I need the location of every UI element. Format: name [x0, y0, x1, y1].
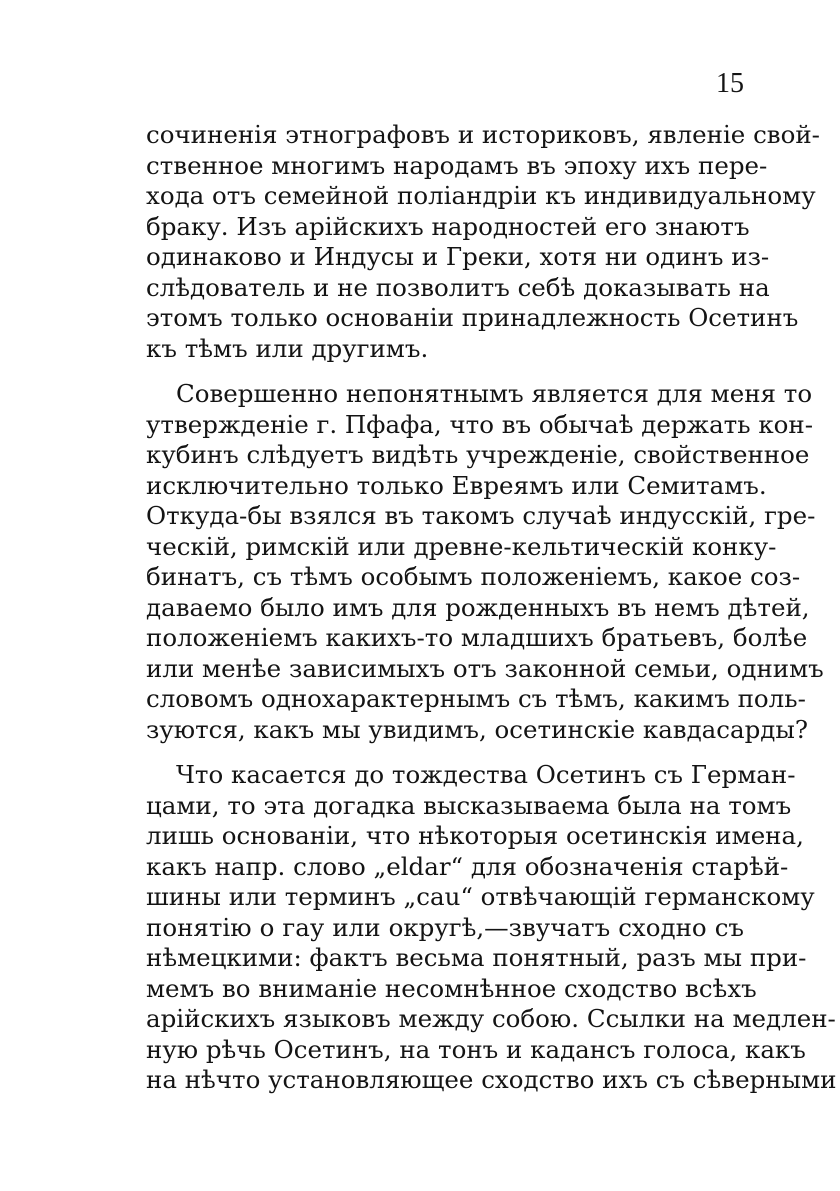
paragraph: [146, 760, 837, 1096]
text-line: цами, то эта догадка высказываема была на томъ: [146, 790, 792, 820]
text-line: лишь основаніи, что нѣкоторыя осетинскія имена,: [146, 821, 804, 850]
text-line: словомъ однохарактернымъ съ тѣмъ, какимъ поль-: [146, 684, 806, 713]
paragraph: [146, 120, 820, 364]
paragraph-gap: [146, 364, 744, 379]
text-line: кубинъ слѣдуетъ видѣть учрежденіе, свойственное: [146, 440, 810, 469]
page-number: 15: [716, 68, 744, 99]
text-line: ственное многимъ народамъ въ эпоху ихъ пере-: [146, 150, 768, 180]
text-line: какъ напр. слово „eldar“ для обозначенія старѣй-: [146, 851, 789, 881]
text-line: слѣдователь и не позволитъ себѣ доказывать на: [146, 272, 770, 302]
text-line: ческій, римскій или древне-кельтическій конку-: [146, 531, 777, 561]
text-line: или менѣе зависимыхъ отъ законной семьи, однимъ: [146, 653, 824, 683]
text-line: нѣмецкими: фактъ весьма понятный, разъ мы при-: [146, 943, 807, 972]
text-line: Совершенно непонятнымъ является для меня то: [176, 379, 813, 408]
text-line: шины или терминъ „cau“ отвѣчающій германскому: [146, 882, 815, 911]
text-line: арійскихъ языковъ между собою. Ссылки на медлен-: [146, 1004, 836, 1033]
text-line: Откуда-бы взялся въ такомъ случаѣ индусскій, гре-: [146, 501, 816, 530]
text-line: хода отъ семейной поліандріи къ индивидуальному: [146, 181, 816, 210]
paragraph-gap: [146, 745, 744, 760]
text-line: даваемо было имъ для рожденныхъ въ немъ дѣтей,: [146, 592, 810, 622]
text-line: зуются, какъ мы увидимъ, осетинскіе кавдасарды?: [146, 714, 809, 744]
text-line: утвержденіе г. Пфафа, что въ обычаѣ держать кон-: [146, 409, 814, 439]
text-line: ную рѣчь Осетинъ, на тонъ и кадансъ голоса, какъ: [146, 1034, 806, 1064]
body-text: [146, 120, 837, 1096]
text-line: понятію о гау или округѣ,—звучатъ сходно съ: [146, 912, 744, 942]
text-line: одинаково и Индусы и Греки, хотя ни одинъ из-: [146, 242, 770, 271]
text-line: на нѣчто установляющее сходство ихъ съ сѣверными: [146, 1065, 837, 1094]
text-line: Что касается до тождества Осетинъ съ Герман-: [176, 760, 796, 789]
text-line: мемъ во вниманіе несомнѣнное сходство всѣхъ: [146, 973, 757, 1003]
text-line: сочиненія этнографовъ и историковъ, явленіе свой-: [146, 120, 820, 149]
text-line: исключительно только Евреямъ или Семитамъ.: [146, 470, 767, 500]
text-line: положеніемъ какихъ-то младшихъ братьевъ, болѣе: [146, 623, 808, 652]
paragraph: [146, 379, 824, 745]
text-line: браку. Изъ арійскихъ народностей его знаютъ: [146, 211, 750, 241]
text-line: бинатъ, съ тѣмъ особымъ положеніемъ, какое соз-: [146, 562, 801, 591]
text-line: къ тѣмъ или другимъ.: [146, 333, 429, 363]
text-line: этомъ только основаніи принадлежность Осетинъ: [146, 303, 799, 332]
